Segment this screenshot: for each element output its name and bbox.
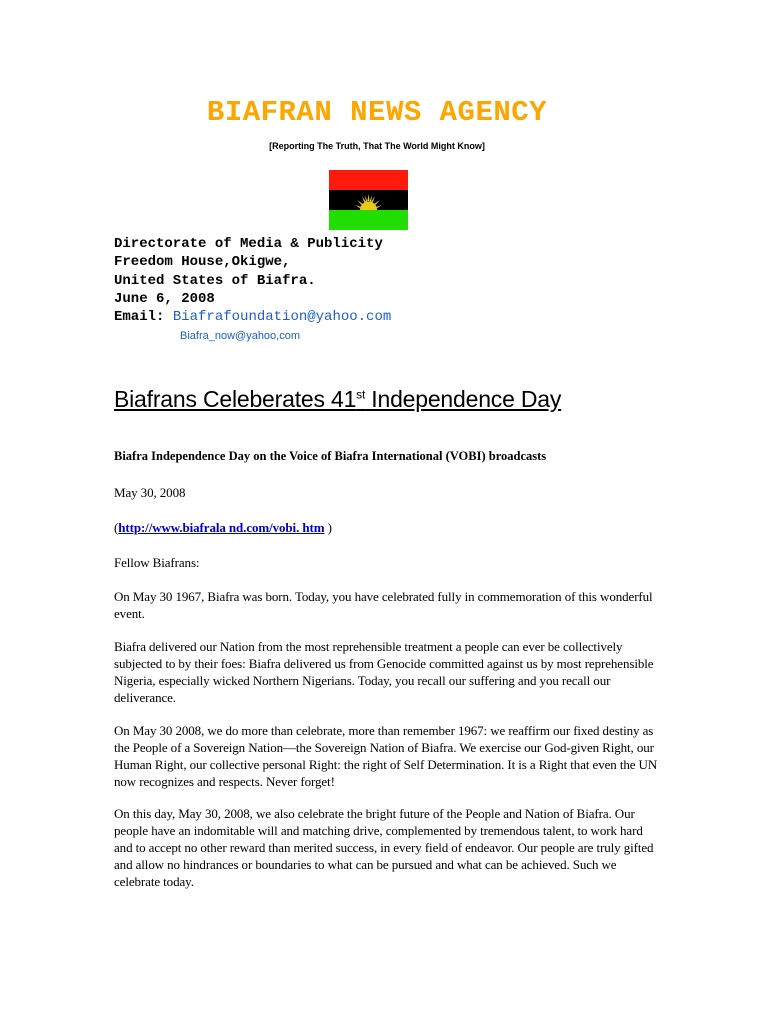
masthead-tagline: [Reporting The Truth, That The World Might Know] — [269, 141, 485, 151]
email-line — [114, 308, 391, 326]
email-label: Email: — [114, 309, 165, 326]
headline-text: Biafrans Celeberates 41 — [114, 386, 357, 412]
article-subhead: Biafra Independence Day on the Voice of Biafra International (VOBI) broadcasts — [114, 449, 547, 463]
link-paren-open: ( — [114, 520, 119, 535]
address-line: Freedom House,Okigwe, — [114, 254, 291, 271]
alternate-email-link[interactable]: Biafra_now@yahoo,com — [180, 330, 301, 342]
release-date: June 6, 2008 — [114, 290, 215, 307]
biafra-flag — [329, 170, 408, 230]
address-line: Directorate of Media & Publicity — [114, 236, 383, 252]
address-line: United States of Biafra. — [114, 272, 316, 289]
paragraph: On May 30 1967, Biafra was born. Today, you have celebrated fully in commemoration of this wonderful event. — [114, 589, 653, 621]
flag-band-red — [329, 170, 408, 190]
address-block — [114, 235, 391, 326]
rising-sun-icon — [329, 190, 408, 210]
masthead-title: BIAFRAN NEWS AGENCY — [206, 96, 548, 129]
greeting: Fellow Biafrans: — [114, 555, 200, 570]
link-paren-close: ) — [324, 520, 332, 535]
vobi-link[interactable]: http://www.biafrala nd.com/vobi. htm — [118, 520, 325, 535]
headline-ordinal: st — [356, 387, 366, 402]
article-date: May 30, 2008 — [114, 485, 186, 500]
paragraph: On this day, May 30, 2008, we also celebrate the bright future of the People and Nation of Biafra. Our people have an indomitable will and matching drive, complemented by tremendous talent, to work hard and to accept no other reward than merited success, in every field of endeavor. Our people are truly gifted and allow no hindrances or boundaries to what can be pursued and what can be achieved. Such we celebrate today. — [114, 806, 654, 889]
flag-band-black — [329, 190, 408, 210]
paragraph: On May 30 2008, we do more than celebrate, more than remember 1967: we reaffirm our fixed destiny as the People of a Sovereign Nation—the Sovereign Nation of Biafra. We exercise our God-given Right, our Human Right, our collective personal Right: the right of Self Determination. It is a Right that even the UN now recognizes and respects. Never forget! — [114, 723, 658, 789]
headline-tail: Independence Day — [365, 386, 562, 412]
email-link[interactable]: Biafrafoundation@yahoo.com — [172, 309, 392, 326]
flag-band-green — [329, 210, 408, 230]
source-link-line — [114, 519, 659, 536]
paragraph: Biafra delivered our Nation from the most reprehensible treatment a people can ever be collectively subjected to by their foes: Biafra delivered us from Genocide committed against us by most reprehensible Nigeria, especially wicked Northern Nigerians. Today, you recall our suffering and you recall our deliverance. — [114, 639, 654, 705]
article-headline — [114, 386, 561, 413]
